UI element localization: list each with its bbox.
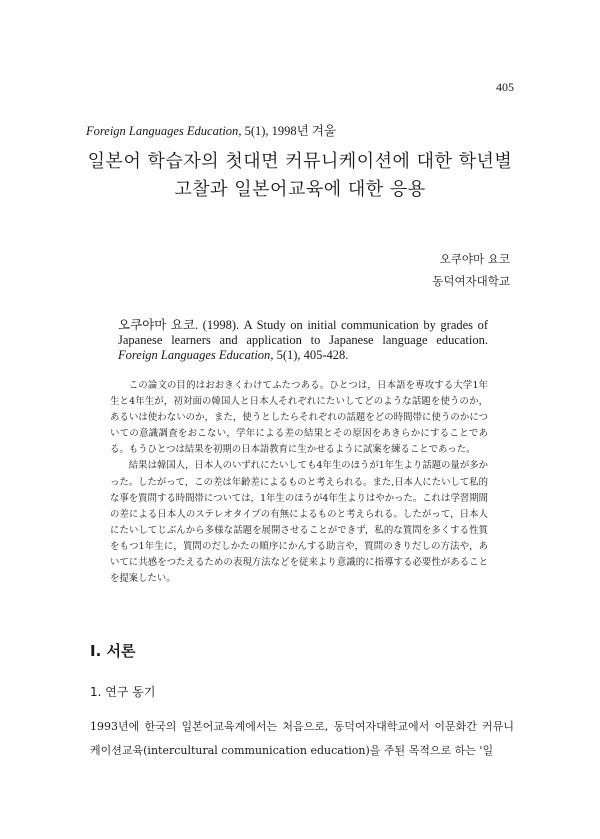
paper-title-line-1: 일본어 학습자의 첫대면 커뮤니케이션에 대한 학년별 (87, 151, 513, 172)
reference-citation (118, 318, 488, 363)
section-heading: Ⅰ. 서론 (90, 642, 136, 660)
subsection-heading: 1. 연구 동기 (90, 685, 156, 699)
body-text (90, 715, 514, 763)
page-number: 405 (496, 80, 514, 94)
journal-issue: , 5(1), 1998년 겨울 (238, 124, 336, 138)
author-name: 오쿠야마 요코 (439, 252, 510, 266)
citation-pages: , 5(1), 405-428. (270, 348, 349, 362)
abstract-paragraph-1: この論文の目的はおおきくわけてふたつある。ひとつは，日本語を専攻する大学1年生と4年生が，初対面の韓国人と日本人それぞれにたいしてどのような話題を使うのか，あるいは使わないのか，また，使うとしたらそれぞれの話題をどの時間帯に使うのかについての意識調査をおこない，学年による差の結果とその原因をあきらかにすることである。もうひとつは結果を初期の日本語教育に生かせるように試案を練ることであった。 (110, 380, 488, 456)
abstract-paragraph-2: 結果は韓国人，日本人のいずれにたいしても4年生のほうが1年生より話題の量が多かった。したがって，この差は年齢差によるものと考えられる。また,日本人にたいして私的な事を質問する時間帯については，1年生のほうが4年生よりはやかった。これは学習期間の差による日本人のステレオタイプの有無によるものと考えられる。したがって，日本人にたいしてじぶんから多様な話題を展開させることができず，私的な質問を多くする性質をもつ1年生に，質問のだしかたの順序にかんする助言や，質問のきりだしの方法や，あいてに共感をつたえるための表現方法などを従来より意識的に指導する必要性があることを提案したい。 (110, 460, 488, 585)
citation-journal: Foreign Languages Education (118, 348, 271, 362)
paper-title (60, 148, 540, 204)
body-paragraph: 1993년에 한국의 일본어교육계에서는 처음으로, 동덕여자대학교에서 이문화간 커뮤니케이션교육(intercultural communication education)을 주된 목적으로 하는 '일 (90, 720, 514, 757)
author-block (432, 248, 510, 292)
journal-name: Foreign Languages Education (86, 124, 239, 138)
citation-text: 오쿠야마 요코. (1998). A Study on initial communication by grades of Japanese learners and application to Japanese language education. (118, 318, 488, 347)
journal-citation-header (86, 121, 336, 139)
abstract (110, 378, 488, 587)
paper-title-line-2: 고찰과 일본어교육에 대한 응용 (174, 179, 426, 200)
author-affiliation: 동덕여자대학교 (432, 274, 510, 288)
